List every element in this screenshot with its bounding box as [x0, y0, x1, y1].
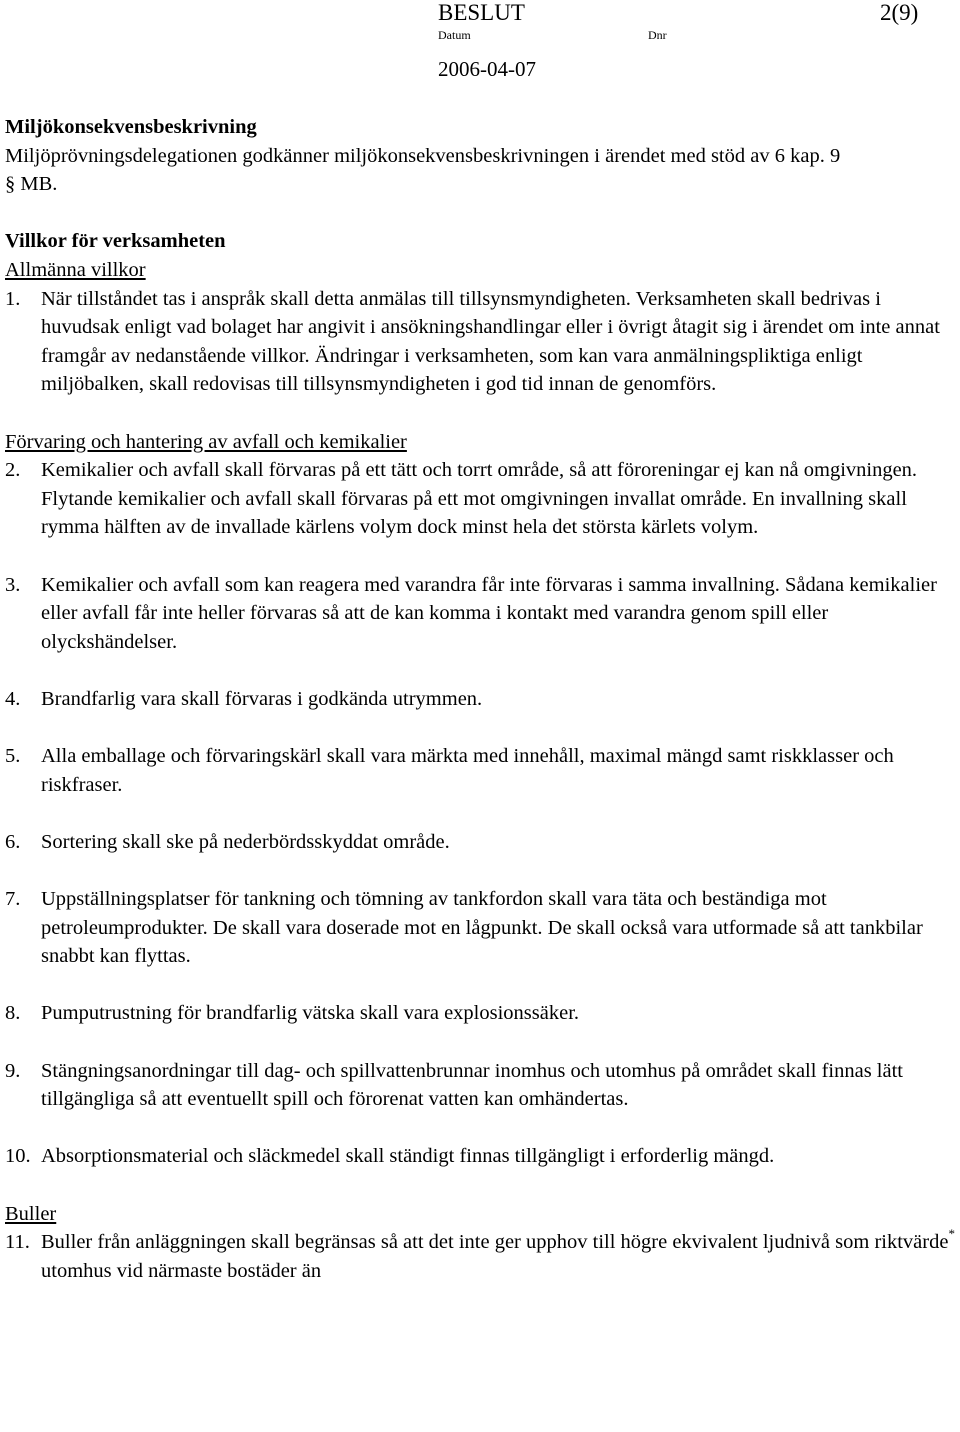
condition-text: Brandfarlig vara skall förvaras i godkända utrymmen. — [41, 687, 483, 710]
page-number: 2(9) — [880, 0, 919, 25]
condition-item — [5, 685, 955, 714]
condition-text: Kemikalier och avfall som kan reagera med varandra får inte förvaras i samma invallning. Sådana kemikalier eller avfall får inte heller förvaras så att de kan komma i kontakt med varandra genom spill eller olyckshändelser. — [41, 573, 937, 653]
condition-item — [5, 742, 955, 799]
document-date: 2006-04-07 — [438, 57, 536, 81]
condition-number: 11. — [5, 1231, 30, 1254]
section-heading-mkb: Miljökonsekvensbeskrivning — [5, 116, 257, 138]
condition-item — [5, 1228, 955, 1285]
condition-text: Kemikalier och avfall skall förvaras på ett tätt och torrt område, så att föroreningar ej kan nå omgivningen. Flytande kemikalier och avfall skall förvaras på ett mot omgivningen invallat område. En invallning skall rymma hälften av de invallade kärlens volym dock minst hela det största kärlets volym. — [41, 459, 918, 539]
condition-item — [5, 1142, 955, 1171]
subheading-noise: Buller — [5, 1202, 57, 1225]
condition-number: 7. — [5, 888, 21, 911]
subheading-general: Allmänna villkor — [5, 258, 146, 281]
condition-text — [41, 1228, 955, 1285]
condition-number: 4. — [5, 687, 21, 710]
condition-item — [5, 885, 955, 971]
dnr-label: Dnr — [648, 28, 667, 42]
subheading-storage: Förvaring och hantering av avfall och kemikalier — [5, 430, 407, 453]
document-type: BESLUT — [438, 0, 525, 25]
section-heading-villkor: Villkor för verksamheten — [5, 230, 226, 253]
mkb-paragraph: Miljöprövningsdelegationen godkänner miljökonsekvensbeskrivningen i ärendet med stöd av 6 kap. 9 § MB. — [5, 144, 841, 196]
condition-number: 5. — [5, 745, 21, 768]
condition-number: 2. — [5, 459, 21, 482]
condition-text: Absorptionsmaterial och släckmedel skall ständigt finnas tillgängligt i erforderlig mängd. — [41, 1145, 775, 1168]
condition-text-part: Buller från anläggningen skall begränsas så att det inte ger upphov till högre ekvivalent ljudnivå som riktvärde — [41, 1231, 949, 1254]
condition-text: Stängningsanordningar till dag- och spillvattenbrunnar inomhus och utomhus på området skall finnas lätt tillgängliga så att eventuellt spill och förorenat vatten kan omhändertas. — [41, 1059, 903, 1111]
condition-item — [5, 571, 955, 657]
condition-text-part: utomhus vid närmaste bostäder än — [41, 1259, 322, 1282]
condition-text: Uppställningsplatser för tankning och tömning av tankfordon skall vara täta och beständiga mot petroleumprodukter. De skall vara doserade mot en lågpunkt. De skall också vara utformade så att tankbilar snabbt kan flyttas. — [41, 888, 923, 968]
date-label: Datum — [438, 28, 471, 42]
condition-item — [5, 828, 955, 857]
condition-number: 3. — [5, 573, 21, 596]
condition-text: När tillståndet tas i anspråk skall detta anmälas till tillsynsmyndigheten. Verksamheten skall bedrivas i huvudsak enligt vad bolaget har angivit i ansökningshandlingar eller i övrigt åtagit sig i ärendet om inte annat framgår av nedanstående villkor. Ändringar i verksamheten, som kan vara anmälningspliktiga enligt miljöbalken, skall redovisas till tillsynsmyndigheten i god tid innan de genomförs. — [41, 287, 940, 396]
condition-number: 6. — [5, 830, 21, 853]
condition-number: 8. — [5, 1002, 21, 1025]
condition-item — [5, 285, 955, 399]
condition-item — [5, 999, 955, 1028]
footnote-mark: * — [948, 1226, 955, 1242]
condition-text: Pumputrustning för brandfarlig vätska skall vara explosionssäker. — [41, 1002, 580, 1025]
document-body — [5, 113, 955, 1285]
condition-item — [5, 1057, 955, 1114]
condition-text: Alla emballage och förvaringskärl skall vara märkta med innehåll, maximal mängd samt riskklasser och riskfraser. — [41, 745, 894, 796]
condition-number: 10. — [5, 1145, 31, 1168]
condition-number: 9. — [5, 1059, 21, 1082]
condition-item — [5, 456, 955, 542]
condition-text: Sortering skall ske på nederbördsskyddat område. — [41, 830, 450, 853]
condition-number: 1. — [5, 287, 21, 310]
